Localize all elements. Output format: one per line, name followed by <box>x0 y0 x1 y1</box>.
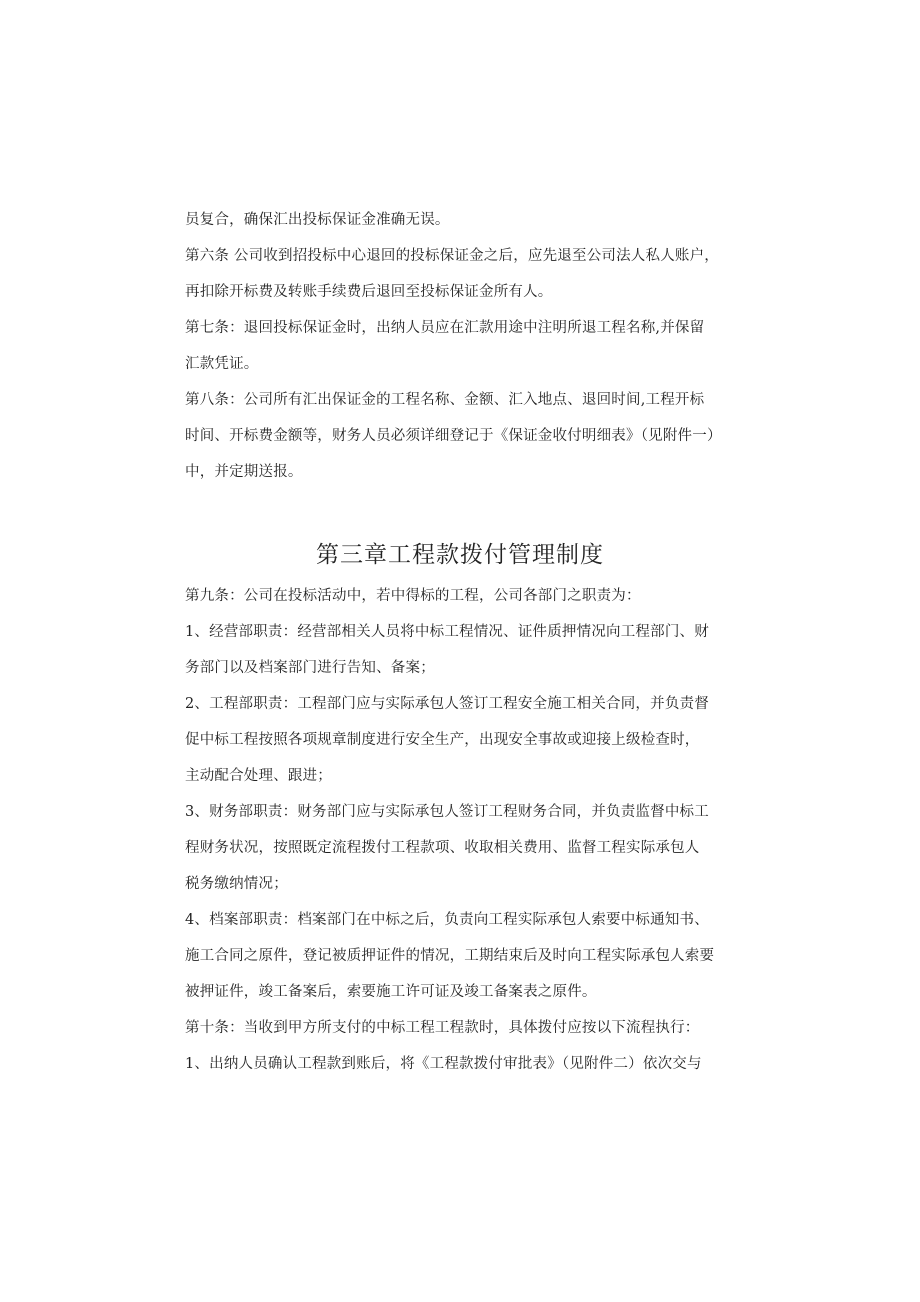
item-4-line-3: 被押证件，竣工备案后，索要施工许可证及竣工备案表之原件。 <box>185 984 597 1000</box>
item-1-line-1: 1、经营部职责：经营部相关人员将中标工程情况、证件质押情况向工程部门、财 <box>185 624 709 640</box>
item-4-line-1: 4、档案部职责：档案部门在中标之后，负责向工程实际承包人索要中标通知书、 <box>185 912 709 928</box>
article-8-line-3: 中，并定期送报。 <box>185 464 303 480</box>
article-10-line: 第十条：当收到甲方所支付的中标工程工程款时，具体拨付应按以下流程执行： <box>185 1020 700 1036</box>
chapter-title: 第三章工程款拨付管理制度 <box>316 542 604 568</box>
article-6-line-2: 再扣除开标费及转账手续费后退回至投标保证金所有人。 <box>185 284 553 300</box>
item-3-line-2: 程财务状况，按照既定流程拨付工程款项、收取相关费用、监督工程实际承包人 <box>185 840 700 856</box>
article-10-item-1-line: 1、出纳人员确认工程款到账后，将《工程款拨付审批表》（见附件二）依次交与 <box>185 1056 702 1072</box>
item-2-line-3: 主动配合处理、跟进； <box>185 768 332 784</box>
article-6-line-1: 第六条 公司收到招投标中心退回的投标保证金之后，应先退至公司法人私人账户， <box>185 248 720 264</box>
paragraph-line: 员复合，确保汇出投标保证金准确无误。 <box>185 212 450 228</box>
item-3-line-3: 税务缴纳情况； <box>185 876 288 892</box>
article-8-line-2: 时间、开标费金额等，财务人员必须详细登记于《保证金收付明细表》（见附件一） <box>185 428 722 444</box>
article-9-line: 第九条：公司在投标活动中，若中得标的工程，公司各部门之职责为： <box>185 588 641 604</box>
item-4-line-2: 施工合同之原件，登记被质押证件的情况，工期结束后及时向工程实际承包人索要 <box>185 948 715 964</box>
article-7-line-2: 汇款凭证。 <box>185 356 259 372</box>
item-2-line-2: 促中标工程按照各项规章制度进行安全生产，出现安全事故或迎接上级检查时， <box>185 732 700 748</box>
item-1-line-2: 务部门以及档案部门进行告知、备案； <box>185 660 435 676</box>
item-2-line-1: 2、工程部职责：工程部门应与实际承包人签订工程安全施工相关合同，并负责督 <box>185 696 709 712</box>
item-3-line-1: 3、财务部职责：财务部门应与实际承包人签订工程财务合同，并负责监督中标工 <box>185 804 709 820</box>
article-7-line-1: 第七条：退回投标保证金时，出纳人员应在汇款用途中注明所退工程名称,并保留 <box>185 320 705 336</box>
article-8-line-1: 第八条：公司所有汇出保证金的工程名称、金额、汇入地点、退回时间,工程开标 <box>185 392 705 408</box>
